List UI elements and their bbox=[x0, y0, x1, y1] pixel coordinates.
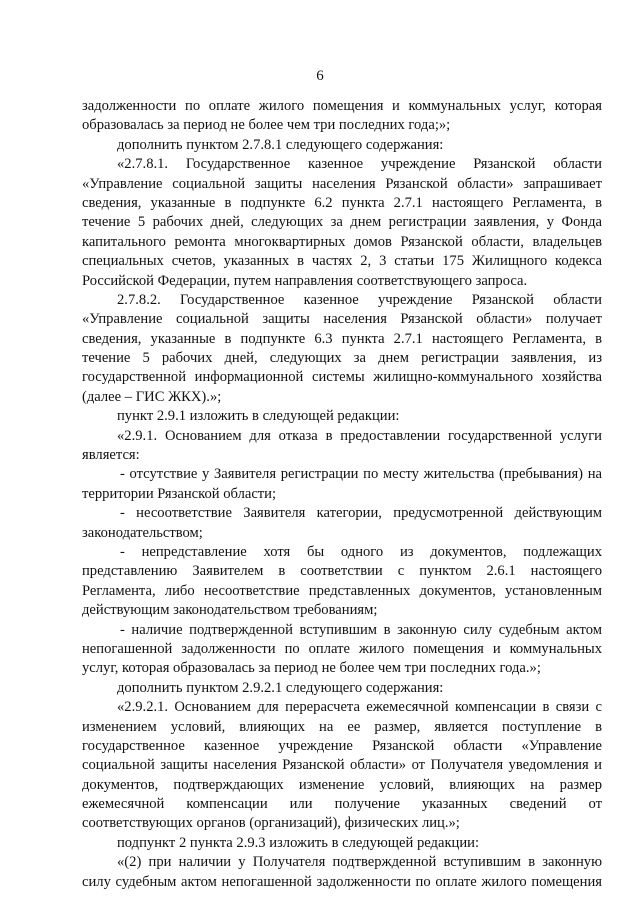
text-line: подпункт 2 пункта 2.9.3 изложить в следующей редакции: bbox=[117, 834, 480, 851]
text-line: законодательством; bbox=[82, 524, 203, 541]
text-line: ежемесячной компенсации или получение указанных сведений от bbox=[82, 796, 602, 813]
text-line: является: bbox=[82, 447, 140, 464]
text-line: (далее – ГИС ЖКХ).»; bbox=[82, 388, 222, 405]
text-line: пункт 2.9.1 изложить в следующей редакции: bbox=[117, 408, 400, 425]
text-line: «(2) при наличии у Получателя подтвержденной вступившим в законную bbox=[117, 854, 602, 871]
text-line: течение 5 рабочих дней, следующих за днем регистрации заявления, из bbox=[82, 350, 602, 367]
text-line: услуг, которая образовалась за период не более чем три последних года.»; bbox=[82, 660, 541, 677]
page-number: 6 bbox=[316, 68, 324, 84]
text-line: образовалась за период не более чем три последних года;»; bbox=[82, 117, 451, 134]
text-line: социальной защиты населения Рязанской области» от Получателя уведомления и bbox=[82, 757, 602, 774]
text-line: - несоответствие Заявителя категории, предусмотренной действующим bbox=[120, 505, 602, 522]
text-line: специальных счетов, указанных в частях 2, 3 статьи 175 Жилищного кодекса bbox=[82, 253, 602, 270]
text-line: - отсутствие у Заявителя регистрации по месту жительства (пребывания) на bbox=[120, 466, 602, 483]
document-body bbox=[82, 97, 602, 892]
text-line: непогашенной задолженности по оплате жилого помещения и коммунальных bbox=[82, 640, 602, 657]
text-line: сведения, указанные в подпункте 6.2 пункта 2.7.1 настоящего Регламента, в bbox=[82, 194, 602, 211]
text-line: Российской Федерации, путем направления соответствующего запроса. bbox=[82, 272, 528, 289]
text-line: «2.7.8.1. Государственное казенное учреждение Рязанской области bbox=[117, 156, 602, 173]
text-line: территории Рязанской области; bbox=[82, 485, 277, 502]
text-line: «2.9.1. Основанием для отказа в предоставлении государственной услуги bbox=[117, 427, 602, 444]
text-line: дополнить пунктом 2.9.2.1 следующего содержания: bbox=[117, 679, 444, 696]
text-line: Регламента, либо несоответствие представленных документов, установленным bbox=[82, 582, 602, 599]
text-line: дополнить пунктом 2.7.8.1 следующего содержания: bbox=[117, 136, 444, 153]
text-line: 2.7.8.2. Государственное казенное учреждение Рязанской области bbox=[117, 291, 602, 308]
text-line: сведения, указанные в подпункте 6.3 пункта 2.7.1 настоящего Регламента, в bbox=[82, 330, 602, 347]
text-line: - наличие подтвержденной вступившим в законную силу судебным актом bbox=[120, 621, 602, 638]
text-line: - непредставление хотя бы одного из документов, подлежащих bbox=[120, 543, 602, 560]
text-line: государственное казенное учреждение Рязанской области «Управление bbox=[82, 737, 602, 754]
text-line: «Управление социальной защиты населения Рязанской области» получает bbox=[82, 311, 602, 328]
text-line: силу судебным актом непогашенной задолженности по оплате жилого помещения bbox=[82, 873, 602, 890]
text-line: представлению Заявителем в соответствии с пунктом 2.6.1 настоящего bbox=[82, 563, 602, 580]
text-line: «Управление социальной защиты населения Рязанской области» запрашивает bbox=[82, 175, 602, 192]
text-line: государственной информационной системы жилищно-коммунального хозяйства bbox=[82, 369, 602, 386]
text-line: изменением условий, влияющих на ее размер, является поступление в bbox=[82, 718, 602, 735]
text-line: документов, подтверждающих изменение условий, влияющих на размер bbox=[82, 776, 602, 793]
text-line: «2.9.2.1. Основанием для перерасчета ежемесячной компенсации в связи с bbox=[117, 699, 602, 716]
text-line: капитального ремонта многоквартирных домов Рязанской области, владельцев bbox=[82, 233, 602, 250]
text-line: соответствующих органов (организаций), физических лиц.»; bbox=[82, 815, 460, 832]
text-line: задолженности по оплате жилого помещения и коммунальных услуг, которая bbox=[82, 98, 602, 114]
text-line: действующим законодательством требованиям; bbox=[82, 602, 378, 619]
text-line: течение 5 рабочих дней, следующих за днем регистрации заявления, у Фонда bbox=[82, 214, 602, 231]
